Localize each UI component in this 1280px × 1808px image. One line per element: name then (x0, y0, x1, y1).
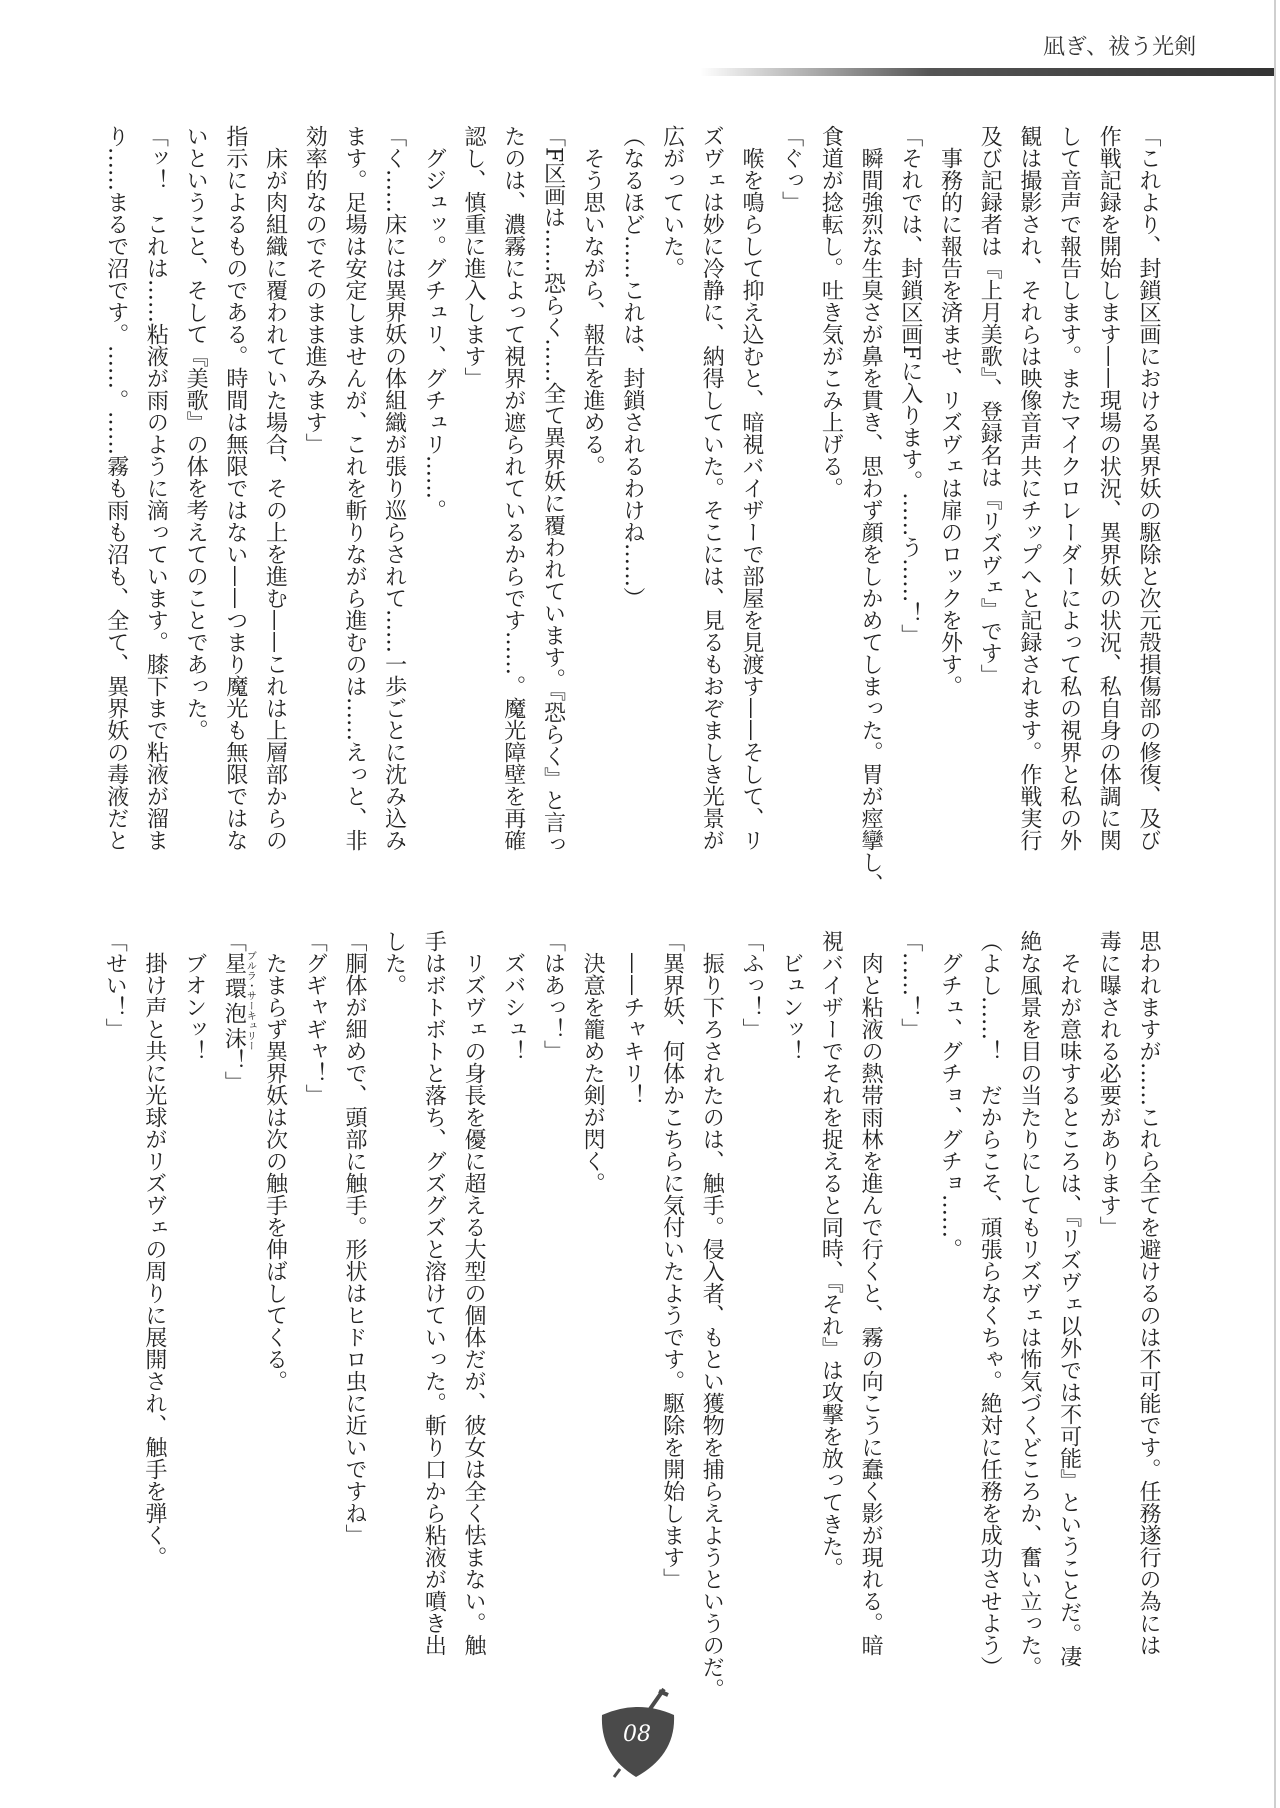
text-line: 認し、慎重に進入します」 (461, 125, 487, 389)
text-line: 効率的なのでそのまま進みます」 (302, 125, 328, 455)
quote-open: 「 (221, 930, 247, 952)
text-line: して音声で報告します。またマイクロレーダーによって私の視界と私の外 (1056, 125, 1082, 851)
text-line: たのは、濃霧によって視界が遮られているからです……。魔光障壁を再確 (500, 125, 526, 851)
text-line: それが意味するところは、『リズヴェ以外では不可能』ということだ。凄 (1056, 930, 1082, 1667)
text-line: 「胴体が細めで、頭部に触手。形状はヒドロ虫に近いですね」 (341, 930, 367, 1546)
text-line: 「ッ！ これは……粘液が雨のように滴っています。膝下まで粘液が溜ま (143, 125, 169, 851)
text-line: ——チャキリ！ (619, 930, 645, 1106)
text-line: ブオンッ！ (181, 930, 207, 1062)
text-line: 観は撮影され、それらは映像音声共にチップへと記録されます。作戦実行 (1016, 125, 1042, 851)
upper-text-block (96, 125, 1168, 895)
text-line: 「ふっ！」 (738, 930, 764, 1040)
text-line: 「これより、封鎖区画における異界妖の駆除と次元殻損傷部の修復、及び (1136, 125, 1161, 851)
text-line: 「F区画は……恐らく……全て異界妖に覆われています。『恐らく』と言っ (540, 125, 566, 856)
page-number: 08 (623, 1722, 651, 1747)
running-title: 凪ぎ、祓う光剣 (1043, 35, 1197, 60)
text-line: たまらず異界妖は次の触手を伸ばしてくる。 (262, 930, 288, 1392)
text-line: 「く……床には異界妖の体組織が張り巡らされて……一歩ごとに沈み込み (381, 125, 407, 851)
text-line: 広がっていた。 (659, 125, 685, 279)
quote-close: ！」 (221, 1049, 247, 1093)
page-edge-line (1274, 0, 1276, 1808)
text-line: 「せい！」 (102, 930, 128, 1040)
text-line: 「はあっ！」 (540, 930, 566, 1062)
text-line: 作戦記録を開始します——現場の状況、異界妖の状況、私自身の体調に関 (1096, 125, 1122, 851)
text-line: ズバシュ！ (500, 930, 526, 1062)
text-line: 思われますが……これら全てを避けるのは不可能です。任務遂行の為には (1136, 930, 1161, 1656)
text-line: 手はボトボトと落ち、グズグズと溶けていった。斬り口から粘液が噴き出 (421, 930, 447, 1656)
text-line: ます。足場は安定しませんが、これを斬りながら進むのは……えっと、非 (341, 125, 367, 851)
text-line: リズヴェの身長を優に超える大型の個体だが、彼女は全く怯まない。触 (461, 930, 487, 1656)
text-line: 絶な風景を目の当たりにしてもリズヴェは怖気づくどころか、奮い立った。 (1016, 930, 1042, 1678)
text-line: グチュ、グチョ、グチョ……。 (937, 930, 963, 1260)
text-line: 喉を鳴らして抑え込むと、暗視バイザーで部屋を見渡す——そして、リ (738, 125, 764, 851)
text-line: 「それでは、封鎖区画Fに入ります。……う……！」 (897, 125, 923, 647)
text-line: 瞬間強烈な生臭さが鼻を貫き、思わず顔をしかめてしまった。胃が痙攣し、 (858, 125, 884, 895)
text-line: 「ぐっ」 (778, 125, 804, 213)
ruby-reading: ブルラ・サーキュリー (244, 950, 256, 1051)
text-line: 振り下ろされたのは、触手。侵入者、もとい獲物を捕らえようというのだ。 (699, 930, 725, 1700)
text-line: 食道が捻転し。吐き気がこみ上げる。 (818, 125, 844, 499)
text-line: ビュンッ！ (778, 930, 804, 1062)
text-line-ruby (214, 930, 255, 1660)
text-line: り……まるで沼です。……。……霧も雨も沼も、全て、異界妖の毒液だと (103, 125, 129, 851)
text-line: いということ、そして『美歌』の体を考えてのことであった。 (183, 125, 209, 741)
text-line: 決意を籠めた剣が閃く。 (580, 930, 606, 1194)
text-line: 肉と粘液の熱帯雨林を進んで行くと、霧の向こうに蠢く影が現れる。暗 (858, 930, 884, 1656)
text-line: 毒に曝される必要があります」 (1096, 930, 1122, 1238)
text-line: そう思いながら、報告を進める。 (580, 125, 606, 477)
text-line: 床が肉組織に覆われていた場合、その上を進む——これは上層部からの (262, 125, 288, 851)
text-line: 「グギャギャ！」 (302, 930, 328, 1106)
lower-text-block (95, 930, 1168, 1700)
text-line: 掛け声と共に光球がリズヴェの周りに展開され、触手を弾く。 (141, 930, 167, 1568)
text-line: 事務的に報告を済ませ、リズヴェは扉のロックを外す。 (937, 125, 963, 697)
text-line: グジュッ。グチュリ、グチュリ……。 (421, 125, 447, 521)
ruby-base: 星環泡沫 (221, 950, 247, 1051)
text-line: （なるほど……これは、封鎖されるわけね……） (619, 125, 645, 609)
text-line: （よし……！ だからこそ、頑張らなくちゃ。絶対に任務を成功させよう） (977, 930, 1003, 1678)
text-line: 「……！」 (897, 930, 923, 1040)
text-line: 及び記録者は『上月美歌』、登録名は『リズヴェ』です」 (977, 125, 1003, 686)
text-line: ズヴェは妙に冷静に、納得していた。そこには、見るもおぞましき光景が (699, 125, 725, 851)
ruby-term (221, 950, 256, 1051)
text-line: 指示によるものである。時間は無限ではない——つまり魔光も無限ではな (222, 125, 248, 851)
text-line: した。 (381, 930, 407, 996)
text-line: 視バイザーでそれを捉えると同時、『それ』は攻撃を放ってきた。 (818, 930, 844, 1579)
text-line: 「異界妖、何体かこちらに気付いたようです。駆除を開始します」 (659, 930, 685, 1590)
header-gradient-bar (700, 68, 1274, 76)
